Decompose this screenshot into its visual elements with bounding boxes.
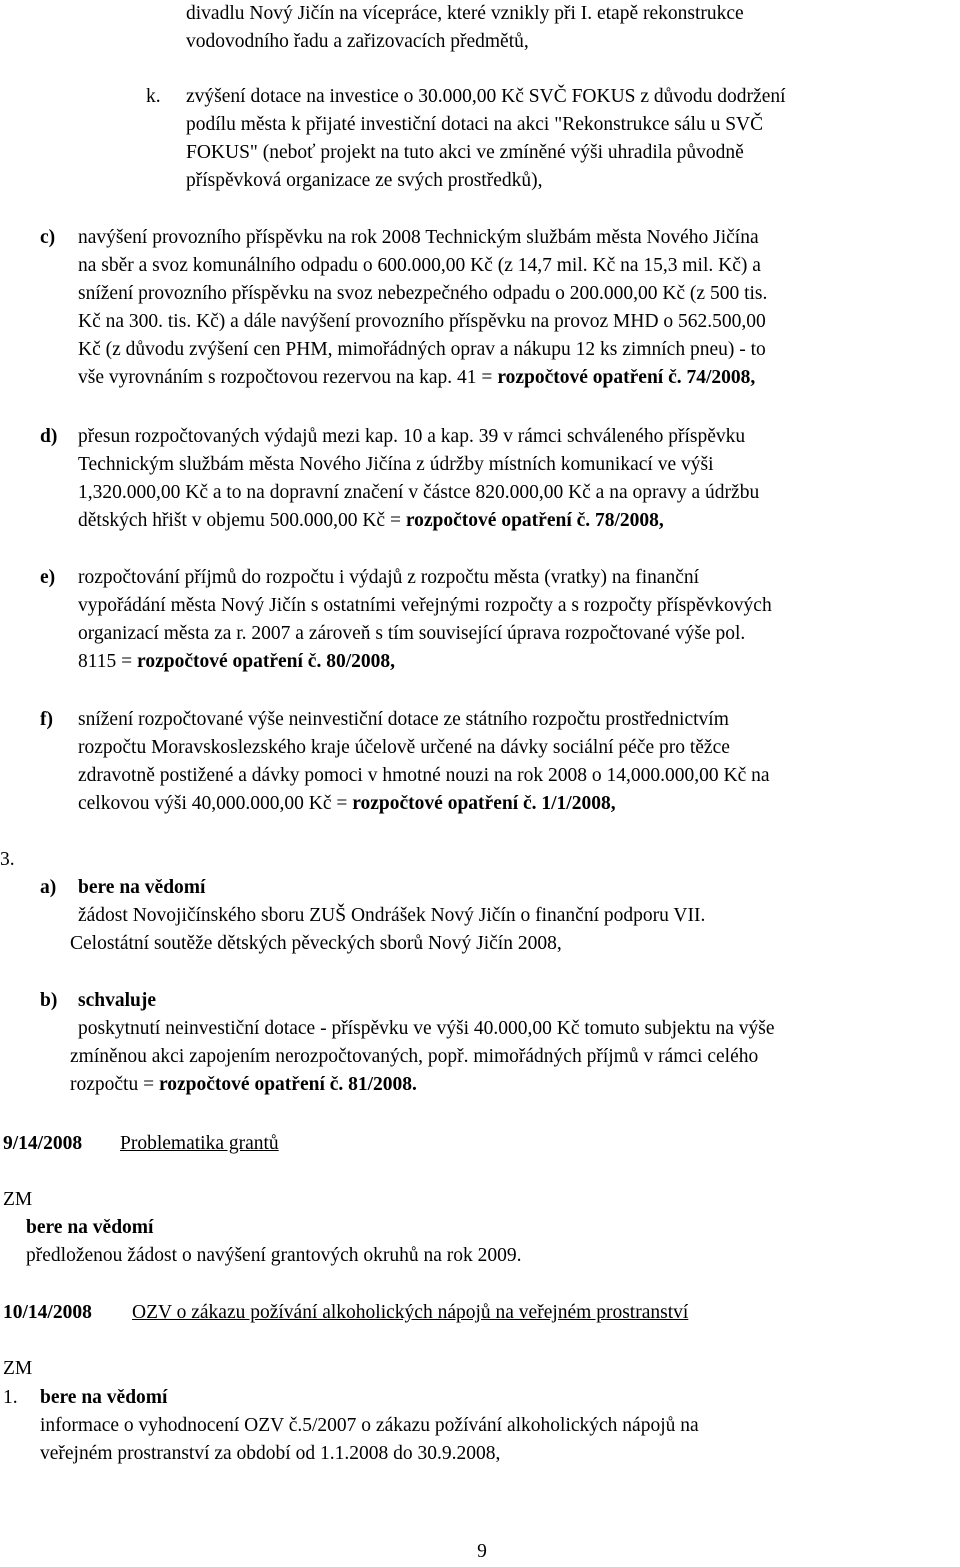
- paragraph-line: 1,320.000,00 Kč a to na dopravní značení v částce 820.000,00 Kč a na opravy a údržbu: [78, 482, 760, 503]
- paragraph-line: žádost Novojičínského sboru ZUŠ Ondrášek Nový Jičín o finanční podporu VII.: [78, 905, 706, 926]
- text-run: celkovou výši 40,000.000,00 Kč =: [78, 793, 353, 814]
- paragraph-line: snížení provozního příspěvku na svoz nebezpečného odpadu o 200.000,00 Kč (z 500 tis.: [78, 283, 768, 304]
- text-run: vše vyrovnáním s rozpočtovou rezervou na kap. 41 =: [78, 367, 498, 388]
- paragraph-line: zdravotně postižené a dávky pomoci v hmotné nouzi na rok 2008 o 14,000.000,00 Kč na: [78, 765, 770, 786]
- list-label: k.: [146, 86, 161, 107]
- paragraph-line: [78, 790, 616, 818]
- resolution-heading: bere na vědomí: [40, 1387, 168, 1408]
- paragraph-line: rozpočtování příjmů do rozpočtu i výdajů z rozpočtu města (vratky) na finanční: [78, 567, 700, 588]
- body-abbreviation: ZM: [3, 1189, 33, 1210]
- paragraph-line: Celostátní soutěže dětských pěveckých sborů Nový Jičín 2008,: [70, 933, 562, 954]
- paragraph-line: informace o vyhodnocení OZV č.5/2007 o zákazu požívání alkoholických nápojů na: [40, 1415, 699, 1436]
- budget-measure: rozpočtové opatření č. 1/1/2008,: [352, 793, 616, 814]
- list-label: c): [40, 227, 56, 248]
- budget-measure-number: 74/2008,: [681, 367, 756, 388]
- body-abbreviation: ZM: [3, 1358, 33, 1379]
- paragraph-line: [70, 1071, 417, 1099]
- paragraph-line: předloženou žádost o navýšení grantových okruhů na rok 2009.: [26, 1245, 522, 1266]
- paragraph-line: vypořádání města Nový Jičín s ostatními veřejnými rozpočty a s rozpočty příspěvkových: [78, 595, 772, 616]
- paragraph-line: příspěvková organizace ze svých prostředků),: [186, 170, 543, 191]
- paragraph-line: vodovodního řadu a zařizovacích předmětů,: [186, 31, 529, 52]
- budget-measure: rozpočtové opatření č. 80/2008,: [137, 651, 395, 672]
- paragraph-line: Kč na 300. tis. Kč) a dále navýšení provozního příspěvku na provoz MHD o 562.500,00: [78, 311, 766, 332]
- paragraph-line: snížení rozpočtované výše neinvestiční dotace ze státního rozpočtu prostřednictvím: [78, 709, 729, 730]
- paragraph-line: poskytnutí neinvestiční dotace - příspěvku ve výši 40.000,00 Kč tomuto subjektu na výše: [78, 1018, 775, 1039]
- paragraph-line: podílu města k přijaté investiční dotaci na akci "Rekonstrukce sálu u SVČ: [186, 114, 764, 135]
- list-label: e): [40, 567, 56, 588]
- paragraph-line: rozpočtu Moravskoslezského kraje účelově určené na dávky sociální péče pro těžce: [78, 737, 730, 758]
- budget-measure: rozpočtové opatření č. 78/2008,: [405, 510, 664, 531]
- text-run: 8115 =: [78, 651, 138, 672]
- paragraph-line: přesun rozpočtovaných výdajů mezi kap. 10 a kap. 39 v rámci schváleného příspěvku: [78, 426, 746, 447]
- resolution-number: 9/14/2008: [3, 1133, 83, 1154]
- paragraph-line: navýšení provozního příspěvku na rok 2008 Technickým službám města Nového Jičína: [78, 227, 759, 248]
- list-label: f): [40, 709, 53, 730]
- paragraph-line: [78, 507, 664, 535]
- item-number: 1.: [3, 1387, 18, 1408]
- list-label: a): [40, 877, 57, 898]
- budget-measure: rozpočtové opatření č. 81/2008.: [158, 1074, 417, 1095]
- paragraph-line: zvýšení dotace na investice o 30.000,00 Kč SVČ FOKUS z důvodu dodržení: [186, 86, 786, 107]
- paragraph-line: [78, 364, 755, 392]
- paragraph-line: FOKUS" (neboť projekt na tuto akci ve zmíněné výši uhradila původně: [186, 142, 744, 163]
- resolution-title: Problematika grantů: [120, 1133, 279, 1154]
- paragraph-line: divadlu Nový Jičín na vícepráce, které vznikly při I. etapě rekonstrukce: [186, 3, 744, 24]
- text-run: dětských hřišt v objemu 500.000,00 Kč =: [78, 510, 406, 531]
- resolution-heading: bere na vědomí: [78, 877, 206, 898]
- section-number: 3.: [0, 849, 15, 870]
- resolution-title: OZV o zákazu požívání alkoholických nápojů na veřejném prostranství: [132, 1302, 689, 1323]
- budget-measure: rozpočtové opatření č.: [497, 367, 682, 388]
- resolution-number: 10/14/2008: [3, 1302, 92, 1323]
- paragraph-line: organizací města za r. 2007 a zároveň s tím související úprava rozpočtované výše pol.: [78, 623, 746, 644]
- paragraph-line: zmíněnou akci zapojením nerozpočtovaných, popř. mimořádných příjmů v rámci celého: [70, 1046, 759, 1067]
- paragraph-line: [78, 648, 395, 676]
- page-number: 9: [477, 1541, 487, 1562]
- paragraph-line: Kč (z důvodu zvýšení cen PHM, mimořádných oprav a nákupu 12 ks zimních pneu) - to: [78, 339, 766, 360]
- paragraph-line: Technickým službám města Nového Jičína z údržby místních komunikací ve výši: [78, 454, 714, 475]
- paragraph-line: na sběr a svoz komunálního odpadu o 600.000,00 Kč (z 14,7 mil. Kč na 15,3 mil. Kč) a: [78, 255, 761, 276]
- list-label: b): [40, 990, 58, 1011]
- paragraph-line: veřejném prostranství za období od 1.1.2008 do 30.9.2008,: [40, 1443, 501, 1464]
- resolution-heading: schvaluje: [78, 990, 156, 1011]
- list-label: d): [40, 426, 58, 447]
- resolution-heading: bere na vědomí: [26, 1217, 154, 1238]
- text-run: rozpočtu =: [70, 1074, 159, 1095]
